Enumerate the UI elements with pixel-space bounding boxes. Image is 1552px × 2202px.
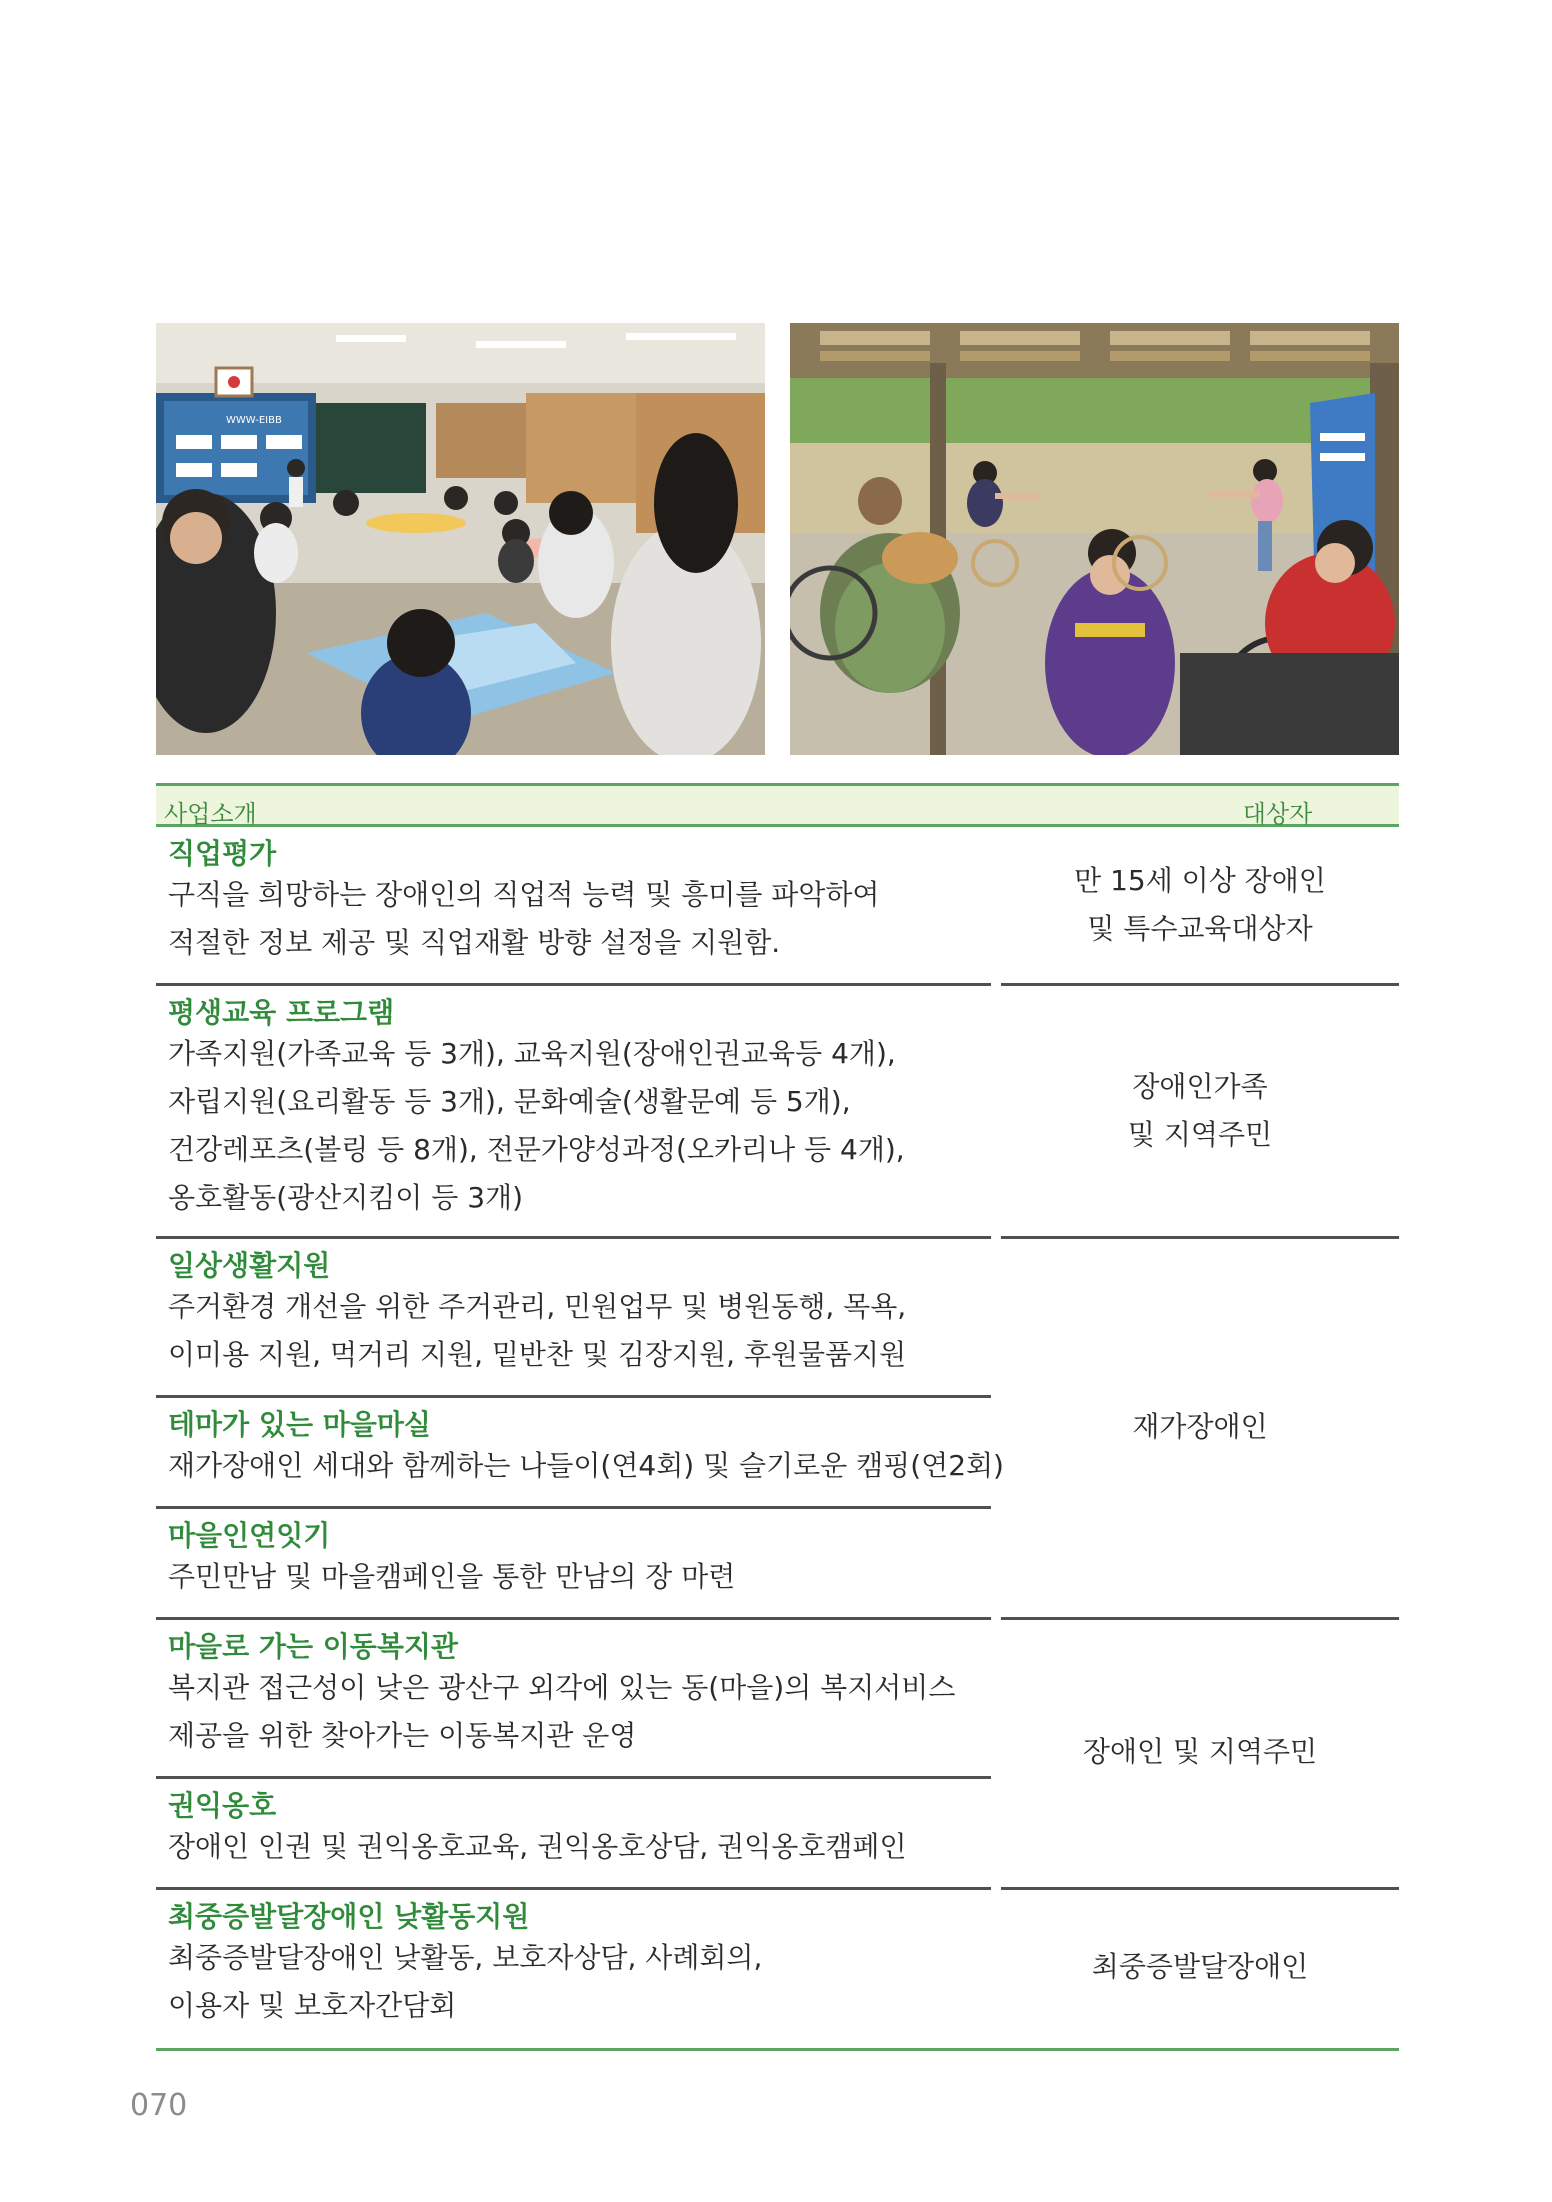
program-item — [156, 1890, 991, 2030]
target-cell — [1001, 857, 1399, 953]
program-item — [156, 1398, 1004, 1490]
target-line: 최중증발달장애인 — [1091, 1950, 1309, 1983]
target-divider — [1001, 1617, 1399, 1620]
program-desc-line: 주민만남 및 마을캠페인을 통한 만남의 장 마련 — [168, 1560, 736, 1593]
target-cell — [1001, 1728, 1399, 1776]
program-title: 테마가 있는 마을마실 — [168, 1408, 431, 1441]
program-item — [156, 1779, 991, 1871]
target-divider — [1001, 983, 1399, 986]
program-desc-line: 자립지원(요리활동 등 3개), 문화예술(생활문예 등 5개), — [168, 1085, 851, 1118]
target-line: 및 특수교육대상자 — [1087, 912, 1313, 945]
program-desc-line: 제공을 위한 찾아가는 이동복지관 운영 — [168, 1719, 637, 1752]
target-line: 및 지역주민 — [1127, 1118, 1273, 1151]
program-title: 직업평가 — [168, 837, 277, 870]
photo-classroom — [156, 323, 765, 755]
program-title: 일상생활지원 — [168, 1249, 331, 1282]
header-target: 대상자 — [1242, 800, 1313, 828]
program-desc-line: 적절한 정보 제공 및 직업재활 방향 설정을 지원함. — [168, 926, 781, 959]
program-desc-line: 가족지원(가족교육 등 3개), 교육지원(장애인권교육등 4개), — [168, 1037, 896, 1070]
table-bottom-line — [156, 2048, 1399, 2051]
program-desc-line: 최중증발달장애인 낮활동, 보호자상담, 사례회의, — [168, 1941, 763, 1974]
header-intro: 사업소개 — [164, 800, 257, 828]
target-cell — [1001, 1943, 1399, 1991]
target-line: 장애인가족 — [1132, 1070, 1268, 1103]
program-desc-line: 건강레포츠(볼링 등 8개), 전문가양성과정(오카리나 등 4개), — [168, 1133, 905, 1166]
program-desc-line: 이미용 지원, 먹거리 지원, 밑반찬 및 김장지원, 후원물품지원 — [168, 1338, 907, 1371]
program-title: 평생교육 프로그램 — [168, 996, 395, 1029]
target-line: 장애인 및 지역주민 — [1082, 1735, 1318, 1768]
photo-outdoor-exercise — [790, 323, 1399, 755]
program-title: 마을로 가는 이동복지관 — [168, 1630, 458, 1663]
program-title: 권익옹호 — [168, 1789, 277, 1822]
page-number: 070 — [130, 2088, 188, 2123]
program-desc-line: 복지관 접근성이 낮은 광산구 외각에 있는 동(마을)의 복지서비스 — [168, 1671, 956, 1704]
target-divider — [1001, 1236, 1399, 1239]
target-line: 만 15세 이상 장애인 — [1074, 864, 1326, 897]
program-desc-line: 장애인 인권 및 권익옹호교육, 권익옹호상담, 권익옹호캠페인 — [168, 1830, 907, 1863]
table-header — [156, 783, 1399, 827]
target-cell — [1001, 1403, 1399, 1451]
program-item — [156, 986, 991, 1222]
program-title: 최중증발달장애인 낮활동지원 — [168, 1900, 530, 1933]
program-desc-line: 구직을 희망하는 장애인의 직업적 능력 및 흥미를 파악하여 — [168, 878, 880, 911]
target-line: 재가장애인 — [1132, 1410, 1268, 1443]
program-item — [156, 1509, 991, 1601]
program-item — [156, 1620, 991, 1760]
program-desc-line: 이용자 및 보호자간담회 — [168, 1989, 457, 2022]
program-table — [156, 783, 1399, 2051]
target-divider — [1001, 1887, 1399, 1890]
program-item — [156, 827, 991, 967]
program-desc-line: 주거환경 개선을 위한 주거관리, 민원업무 및 병원동행, 목욕, — [168, 1290, 907, 1323]
program-desc-line: 옹호활동(광산지킴이 등 3개) — [168, 1181, 523, 1214]
program-title: 마을인연잇기 — [168, 1519, 331, 1552]
program-item — [156, 1239, 991, 1379]
program-desc-line: 재가장애인 세대와 함께하는 나들이(연4회) 및 슬기로운 캠핑(연2회) — [168, 1449, 1004, 1482]
board-text: WWW-EIBB — [226, 415, 282, 426]
target-cell — [1001, 1063, 1399, 1159]
